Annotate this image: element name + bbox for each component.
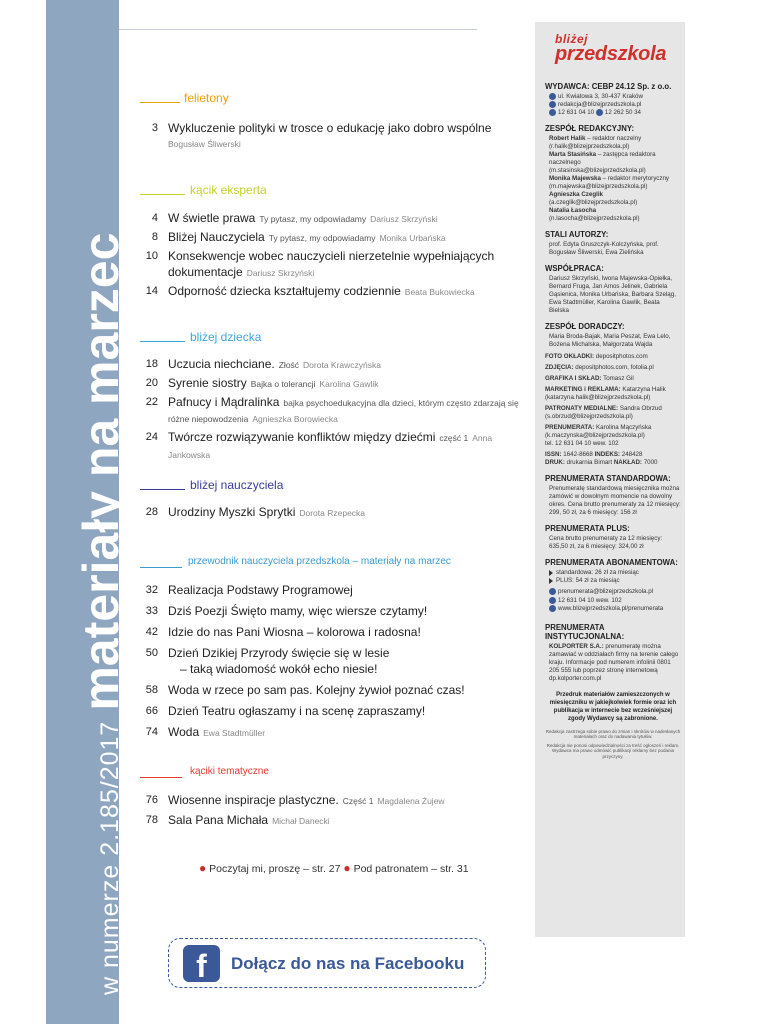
- toc-entry[interactable]: [140, 210, 520, 227]
- page-number: 20: [145, 377, 158, 389]
- facebook-join-button[interactable]: [168, 938, 486, 988]
- email-icon: [549, 588, 556, 595]
- advisors-heading: ZESPÓŁ DORADCZY:: [545, 322, 625, 332]
- entry-author: Bogusław Śliwerski: [168, 139, 241, 149]
- entry-title: Realizacja Podstawy Programowej: [168, 583, 353, 597]
- brand-logo: [555, 34, 666, 63]
- entry-author: Dorota Rzepecka: [299, 508, 366, 518]
- fax-icon: [596, 109, 603, 116]
- entry-author: Agnieszka Borowiecka: [252, 414, 338, 424]
- credits: FOTO OKŁADKI: depositphotos.com ZDJĘCIA: depositphotos.com, fotolia.pl GRAFIKA I SKŁAD: Tomasz Gil MARKETING i REKLAMA: Katarzyna Halik (katarzyna.halik@blizejprzedszkola.pl) PATRONATY MEDIALNE: Sandra Obrzud (s.obrzud@blizejprzedszkola.pl) PRENUMERATA: Karolina Mączyńska (k.maczynska@blizejprzedszkola.pl) tel. 12 631 04 10 wew. 102 ISSN: 1642-8668 INDEKS: 248428 DRUK: drukarnia Bimart NAKŁAD: 7000: [545, 353, 666, 467]
- entry-title: Pafnucy i Mądralinka: [168, 395, 280, 409]
- entry-title: Bliżej Nauczyciela: [168, 230, 265, 244]
- team-member: Marta Stasińska – zastępca redaktora naczelnego (m.stasinska@blizejprzedszkola.pl): [549, 151, 656, 175]
- page-number: 10: [145, 250, 158, 262]
- abo-subscription-heading: PRENUMERATA ABONAMENTOWA:: [545, 558, 678, 568]
- section-header: [140, 478, 520, 496]
- toc-entry[interactable]: [140, 120, 520, 152]
- entry-title-cont: różne niepowodzenia: [168, 414, 249, 424]
- toc-entry[interactable]: [140, 248, 520, 281]
- page-number: 4: [151, 212, 158, 224]
- issue-title-vertical: [72, 0, 132, 995]
- standard-subscription-text: Prenumeratę standardową miesięcznika można zamówić w dowolnym momencie na dowolny okres. Cena brutto prenumeraty za 12 miesięcy: 299, 50 zł, za 6 miesięcy: 156 zł: [549, 485, 681, 517]
- toc-entry[interactable]: [140, 283, 520, 300]
- toc-entry[interactable]: [140, 603, 520, 619]
- imprint-panel: [535, 22, 685, 937]
- triangle-bullet-icon: [549, 570, 553, 576]
- entry-title: Idzie do nas Pani Wiosna – kolorowa i radosna!: [168, 625, 421, 639]
- entry-author: Monika Urbańska: [379, 233, 446, 243]
- section-kacik-eksperta: [140, 183, 520, 307]
- section-header: [140, 556, 520, 574]
- entry-subtitle: Ty pytasz, my odpowiadamy: [259, 214, 367, 224]
- toc-entry[interactable]: [140, 792, 520, 809]
- page-number: 32: [145, 584, 158, 596]
- entry-author: Michał Danecki: [272, 816, 330, 826]
- entry-author: Anna Jankowska: [168, 433, 493, 460]
- toc-entry[interactable]: [140, 504, 520, 521]
- entry-title: Sala Pana Michała: [168, 813, 269, 827]
- brand-main: przedszkola: [555, 42, 667, 65]
- team-member: Agnieszka Czeglik (a.czeglik@blizejprzedszkola.pl): [549, 191, 638, 207]
- toc-entry[interactable]: [140, 645, 520, 677]
- publisher-address: ul. Kwiatowa 3, 30-437 Kraków: [545, 93, 681, 101]
- bullet-dot-icon: ●: [199, 861, 207, 875]
- page-number: 18: [145, 358, 158, 370]
- section-title: przewodnik nauczyciela przedszkola – materiały na marzec: [188, 556, 451, 567]
- abo-option: standardowa: 26 zł za miesiąc: [545, 569, 681, 577]
- footnote-part1: Poczytaj mi, proszę – str. 27: [209, 863, 341, 875]
- team-member: Robert Halik – redaktor naczelny (r.halik@blizejprzedszkola.pl): [549, 135, 642, 151]
- plus-subscription-text: Cena brutto prenumeraty za 12 miesięcy: 635,50 zł, za 6 miesięcy: 324,00 zł: [549, 535, 663, 551]
- section-header: [140, 766, 520, 784]
- home-icon: [549, 93, 556, 100]
- triangle-bullet-icon: [549, 578, 553, 584]
- toc-entry[interactable]: [140, 682, 520, 698]
- page-number: 3: [151, 122, 158, 134]
- section-header: [140, 330, 520, 348]
- page-number: 22: [145, 396, 158, 408]
- entry-author: Dariusz Skrzyński: [246, 268, 315, 278]
- page-number: 58: [145, 684, 158, 696]
- section-blizej-dziecka: [140, 330, 520, 470]
- entry-subtitle: Bajka o tolerancji: [250, 379, 316, 389]
- section-title: bliżej dziecka: [190, 330, 262, 344]
- page-number: 33: [145, 605, 158, 617]
- advisors-list: Maria Broda-Bajak, Maria Peszat, Ewa Lelo, Bożena Michalska, Małgorzata Wajda: [549, 333, 671, 349]
- entry-title: Twórcze rozwiązywanie konfliktów między dziećmi: [168, 430, 436, 444]
- reprint-notice: Przedruk materiałów zamieszczonych w miesięczniku w jakiejkolwiek formie oraz ich publikacja w internecie bez wcześniejszej zgody Wydawcy są zabronione.: [549, 691, 677, 722]
- entry-subtitle: Ty pytasz, my odpowiadamy: [268, 233, 376, 243]
- section-bar: [140, 489, 185, 490]
- section-bar: [140, 567, 182, 568]
- globe-icon: [549, 605, 556, 612]
- entry-title: Syrenie siostry: [168, 376, 247, 390]
- entry-subtitle: Złość: [278, 360, 300, 370]
- authors-heading: STALI AUTORZY:: [545, 230, 609, 240]
- entry-title: Uczucia niechciane.: [168, 357, 275, 371]
- section-kaciki-tematyczne: [140, 766, 520, 836]
- entry-title: Woda: [168, 725, 200, 739]
- entry-subtitle: część 1: [439, 433, 469, 443]
- footnote-part2: Pod patronatem – str. 31: [353, 863, 469, 875]
- page-number: 66: [145, 705, 158, 717]
- entry-author: Magdalena Żujew: [377, 796, 445, 806]
- entry-author: Beata Bukowiecka: [404, 287, 475, 297]
- entry-title-cont: dokumentacje: [168, 265, 243, 279]
- phone-icon: [549, 597, 556, 604]
- plus-subscription-heading: PRENUMERATA PLUS:: [545, 524, 630, 534]
- facebook-label: Dołącz do nas na Facebooku: [231, 954, 465, 973]
- entry-subtitle: Część 1: [342, 796, 374, 806]
- email-icon: [549, 101, 556, 108]
- editorial-notice: Redakcja zastrzega sobie prawo do zmian i skrótów w nadesłanych materiałach oraz do nadawania tytułów.: [545, 728, 681, 740]
- entry-author: Karolina Gawlik: [319, 379, 379, 389]
- page-number: 42: [145, 626, 158, 638]
- entry-title: Dzień Teatru ogłaszamy i na scenę zapraszamy!: [168, 704, 426, 718]
- abo-email[interactable]: prenumerata@blizejprzedszkola.pl: [545, 588, 681, 596]
- standard-subscription-heading: PRENUMERATA STANDARDOWA:: [545, 474, 671, 484]
- inst-subscription-heading: PRENUMERATA INSTYTUCJONALNA:: [545, 622, 625, 641]
- abo-phone: 12 631 04 10 wew. 102: [545, 597, 681, 605]
- toc-entry[interactable]: [140, 724, 520, 741]
- abo-www[interactable]: www.blizejprzedszkola.pl/prenumerata: [545, 605, 681, 613]
- section-title: kąciki tematyczne: [190, 766, 269, 777]
- issue-number: w numerze 2.185/2017: [96, 720, 124, 995]
- entry-title: Urodziny Myszki Sprytki: [168, 505, 296, 519]
- top-divider: [119, 29, 477, 30]
- page-number: 78: [145, 814, 158, 826]
- bullet-dot-icon: ●: [343, 861, 351, 875]
- page-number: 74: [145, 726, 158, 738]
- authors-list: prof. Edyta Gruszczyk-Kolczyńska, prof. Bogusław Śliwerski, Ewa Zielińska: [549, 241, 659, 257]
- page-number: 28: [145, 506, 158, 518]
- coop-heading: WSPÓŁPRACA:: [545, 264, 604, 274]
- publisher-heading: WYDAWCA: CEBP 24.12 Sp. z o.o.: [545, 82, 672, 91]
- entry-title: Wykluczenie polityki w trosce o edukację jako dobro wspólne: [168, 121, 492, 135]
- phone-icon: [549, 109, 556, 116]
- toc-entry[interactable]: [140, 356, 520, 373]
- section-przewodnik: [140, 556, 520, 748]
- page-number: 8: [151, 231, 158, 243]
- section-bar: [140, 194, 185, 195]
- entry-subtitle: bajka psychoedukacyjna dla dzieci, którym często zdarzają się: [283, 398, 519, 408]
- imprint-content: [545, 82, 681, 759]
- toc-entry[interactable]: [140, 812, 520, 829]
- team-heading: ZESPÓŁ REDAKCYJNY:: [545, 124, 635, 134]
- section-header: [140, 91, 520, 109]
- section-title: felietony: [184, 91, 229, 105]
- team-member: Natalia Łasocha (n.lasocha@blizejprzedszkola.pl): [549, 207, 640, 223]
- ads-notice: Redakcja nie ponosi odpowiedzialności za treść ogłoszeń i reklam. Wydawca ma prawo odmówić publikacji reklamy bez podania przyczyny.: [546, 742, 680, 759]
- issue-heading: materiały na marzec: [73, 232, 129, 711]
- section-felietony: [140, 91, 520, 159]
- entry-title: Dziś Poezji Święto mamy, więc wiersze czytamy!: [168, 604, 428, 618]
- entry-title: Wiosenne inspiracje plastyczne.: [168, 793, 339, 807]
- section-header: [140, 183, 520, 201]
- entry-author: Ewa Stadtmüller: [203, 728, 266, 738]
- entry-title-cont: – taką wiadomość wokół echo niesie!: [180, 662, 378, 676]
- entry-title: W świetle prawa: [168, 211, 256, 225]
- toc-entry[interactable]: [140, 229, 520, 246]
- section-bar: [140, 777, 182, 778]
- toc-entry[interactable]: [140, 703, 520, 719]
- brand-top: bliżej: [555, 32, 589, 46]
- page-number: 76: [145, 794, 158, 806]
- publisher-email[interactable]: redakcja@blizejprzedszkola.pl: [545, 101, 681, 109]
- section-title: bliżej nauczyciela: [190, 478, 284, 492]
- section-bar: [140, 341, 185, 342]
- section-bar: [140, 102, 180, 103]
- toc-entry[interactable]: [140, 375, 520, 392]
- entry-title: Konsekwencje wobec nauczycieli nierzetelnie wypełniających: [168, 249, 495, 263]
- entry-author: Dariusz Skrzyński: [370, 214, 438, 224]
- entry-title: Woda w rzece po sam pas. Kolejny żywioł poznać czas!: [168, 683, 465, 697]
- footnote: [199, 861, 469, 875]
- facebook-icon: f: [183, 945, 220, 982]
- toc-entry[interactable]: [140, 582, 520, 598]
- entry-title: Dzień Dzikiej Przyrody święcie się w lesie: [168, 646, 390, 660]
- toc-entry[interactable]: [140, 624, 520, 640]
- team-member: Monika Majewska – redaktor merytoryczny (m.majewska@blizejprzedszkola.pl): [549, 175, 670, 191]
- toc-entry[interactable]: [140, 429, 520, 463]
- coop-list: Dariusz Skrzyński, Iwona Majewska-Opiełka, Bernard Fruga, Jan Amos Jelinek, Gabriela Gąsienica, Monika Urbańska, Barbara Szeląg, Ewa Stadtmüller, Karolina Gawlik, Beata Bielska: [549, 275, 676, 315]
- entry-title: Odporność dziecka kształtujemy codziennie: [168, 284, 401, 298]
- section-title: kącik eksperta: [190, 183, 267, 197]
- abo-option: PLUS: 54 zł za miesiąc: [545, 577, 681, 585]
- page-number: 14: [145, 285, 158, 297]
- publisher-phone: 12 631 04 10 12 262 50 34: [545, 109, 681, 117]
- inst-subscription-text: KOLPORTER S.A.: prenumeratę można zamawiać w oddziałach firmy na terenie całego kraju. Informacje pod numerem infolinii 0801 205 555 lub poprzez stronę internetową dp.kolporter.com.pl: [549, 642, 679, 682]
- toc-entry[interactable]: [140, 394, 520, 427]
- page-number: 50: [145, 647, 158, 659]
- section-blizej-nauczyciela: [140, 478, 520, 528]
- entry-author: Dorota Krawczyńska: [303, 360, 381, 370]
- page-number: 24: [145, 431, 158, 443]
